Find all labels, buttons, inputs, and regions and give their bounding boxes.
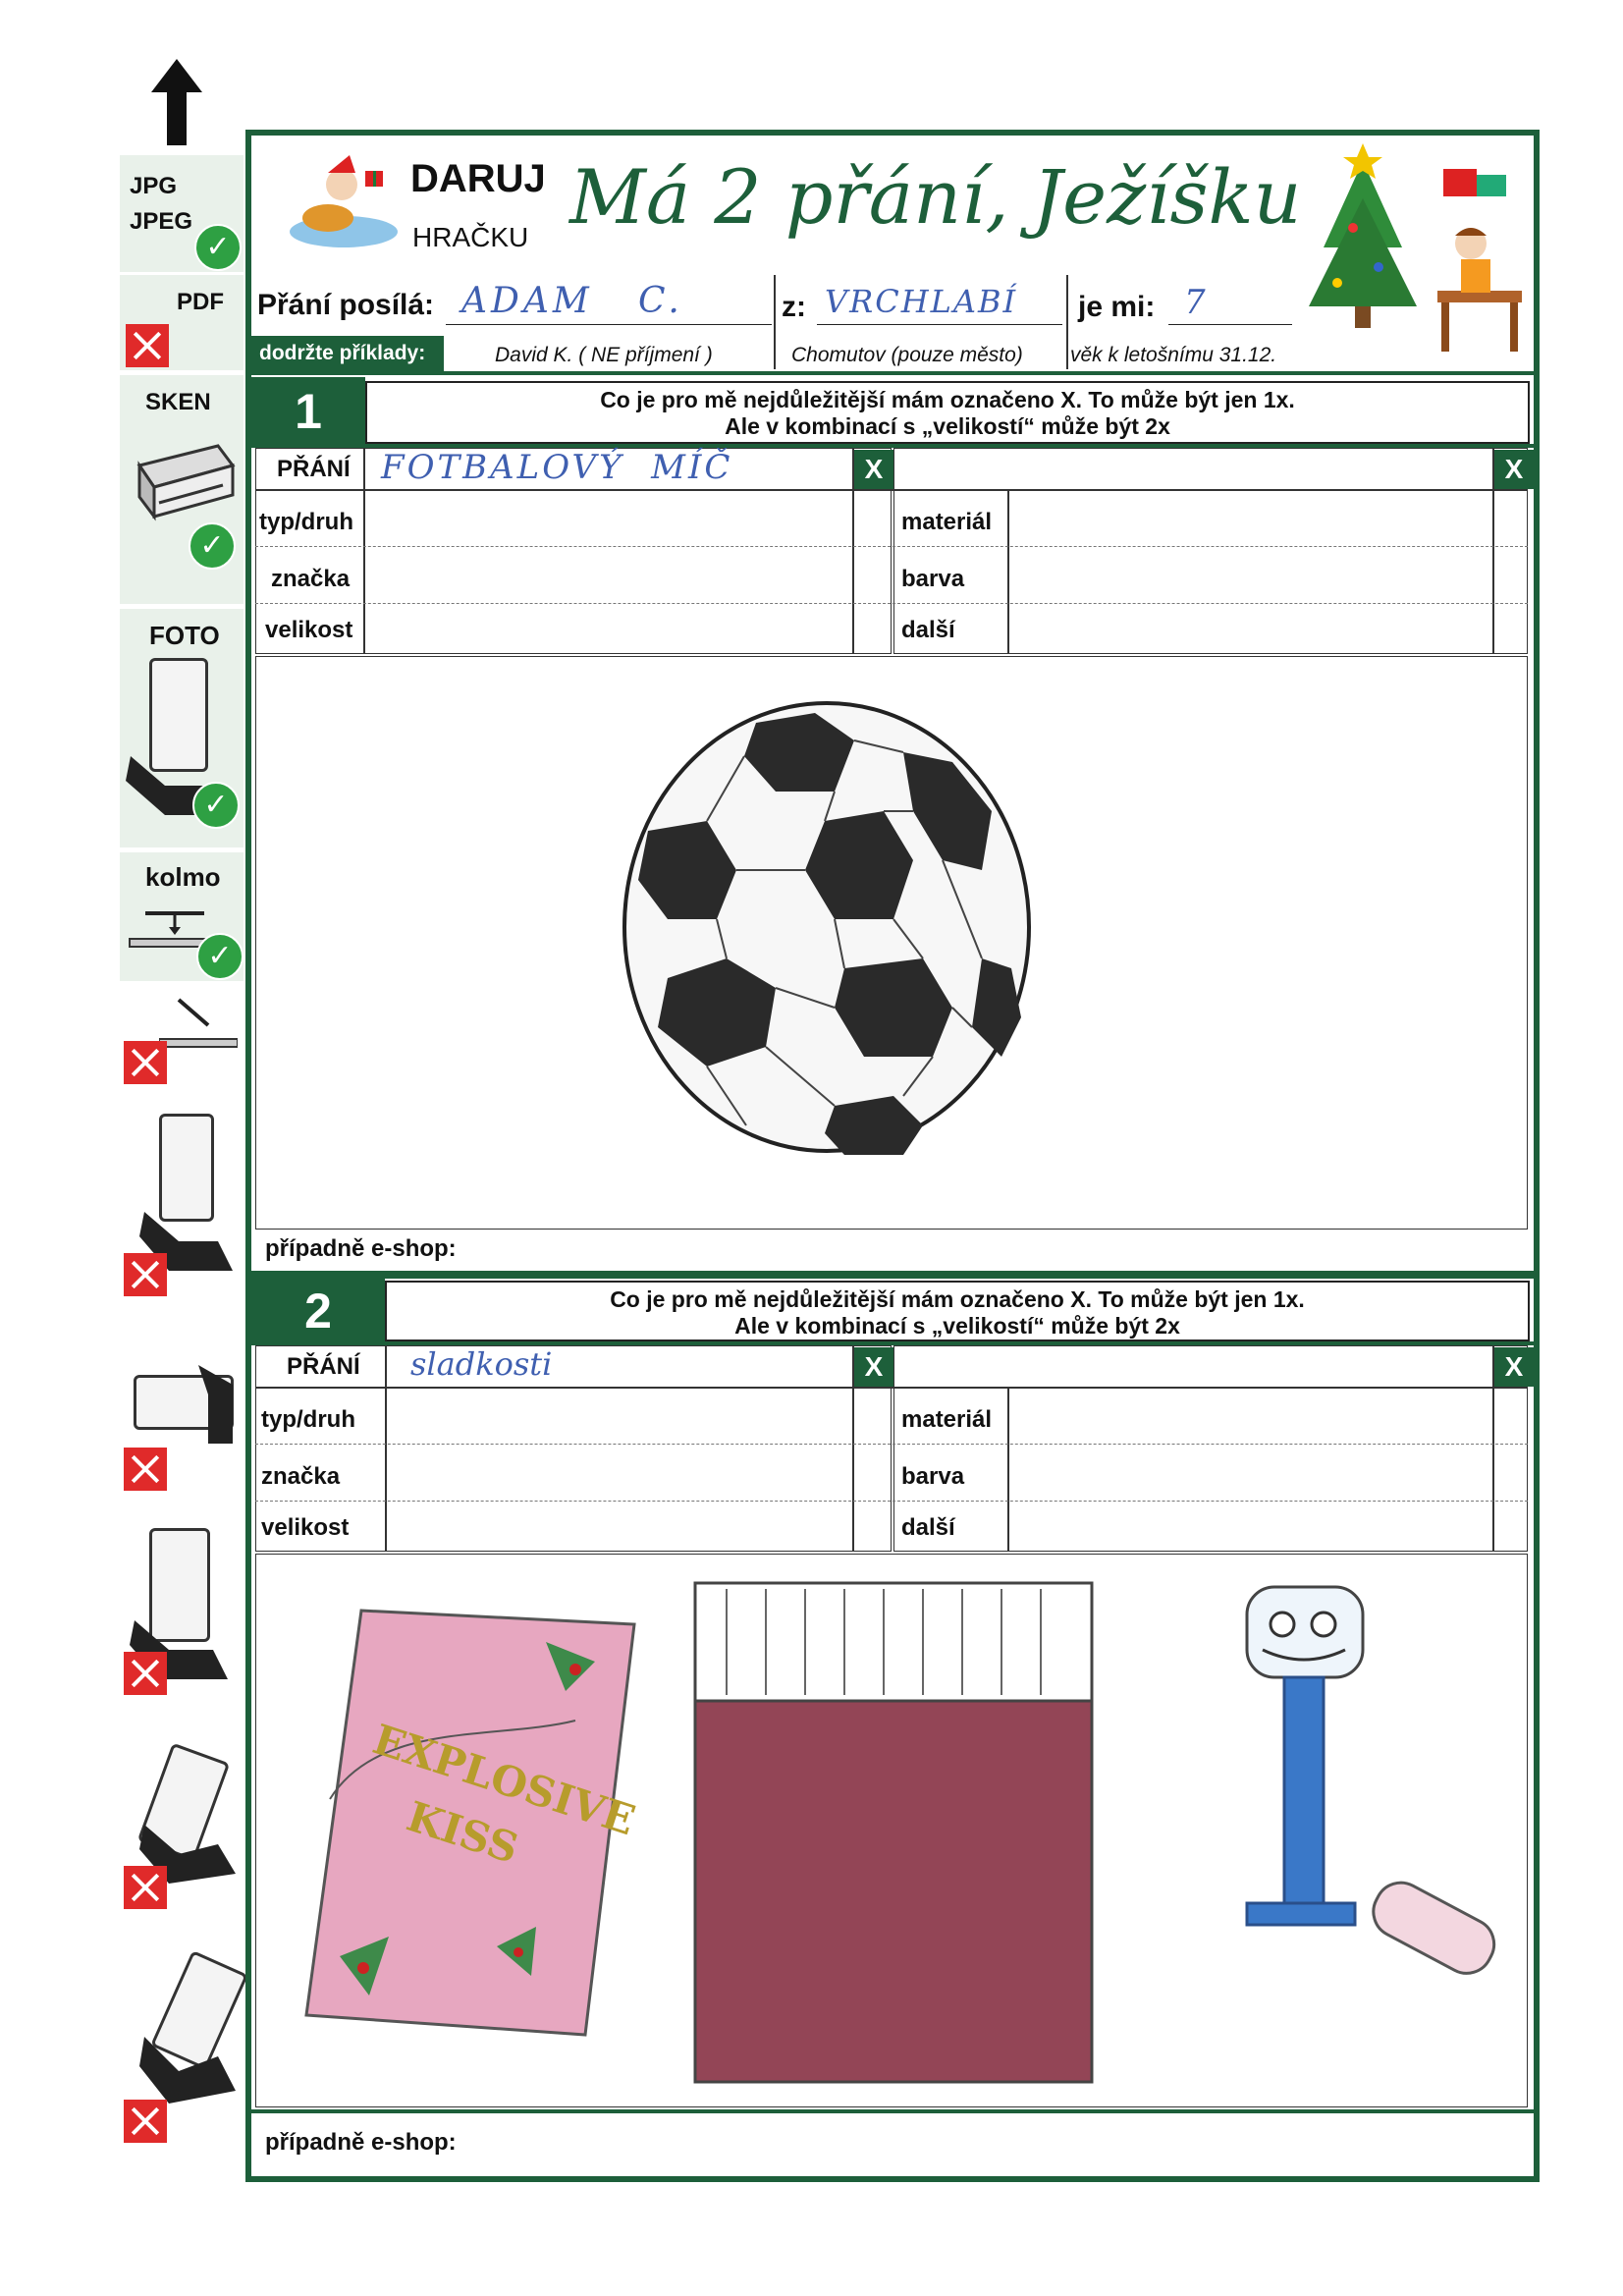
wish-1-number-box (251, 377, 365, 446)
wish-2-row-line (255, 1444, 1528, 1446)
wish-1-row-color: barva (901, 566, 965, 592)
logo-daruj-text: DARUJ (410, 157, 546, 200)
wish-1-instructions (365, 381, 1530, 444)
wish-2-right-col-divider (1007, 1387, 1009, 1552)
example-city: Chomutov (pouze město) (791, 344, 1023, 366)
example-age: věk k letošnímu 31.12. (1070, 344, 1277, 366)
page-title: Má 2 přání, Ježíšku (569, 153, 1302, 241)
wish-1-row-other: další (901, 617, 955, 643)
wish-1-instruction-line1: Co je pro mě nejdůležitější mám označeno X. To může být jen 1x. (600, 387, 1295, 412)
sidebar-jpg-label: JPG (130, 173, 178, 199)
cross-icon (124, 1866, 167, 1909)
wish-1-row-line (255, 603, 1528, 605)
sidebar-perpendicular-label: kolmo (145, 862, 221, 892)
wish-1-bottom-rule (251, 1271, 1534, 1279)
wish-1-eshop-label: případně e-shop: (265, 1235, 457, 1262)
sidebar-landscape-cell (120, 1345, 243, 1499)
wish-2-row-size: velikost (261, 1514, 350, 1541)
examples-label-box (251, 336, 444, 373)
logo-hracku-text: HRAČKU (412, 222, 529, 252)
wish-2-instruction-line1: Co je pro mě nejdůležitější mám označeno X. To může být jen 1x. (610, 1286, 1305, 1312)
wish-1-left-col-divider (363, 448, 365, 654)
sidebar-tilted-cell (120, 986, 243, 1092)
wish-2-row-line (255, 1387, 1528, 1389)
wish-2-right-table (893, 1345, 1528, 1552)
wish-1-row-line (255, 546, 1528, 548)
candy-package-text: EXPLOSIVE KISS (367, 1715, 641, 1874)
examples-label: dodržte příklady: (259, 342, 426, 364)
wish-2-row-material: materiál (901, 1406, 993, 1433)
sender-field[interactable] (446, 324, 772, 325)
wish-1-row-type: typ/druh (259, 509, 353, 535)
age-field[interactable] (1168, 324, 1292, 325)
tilted-phone-icon (159, 996, 238, 1060)
sidebar-glare-cell (120, 1094, 243, 1300)
candy-package-drawing (300, 1603, 644, 2059)
wish-2-eshop-label: případně e-shop: (265, 2129, 457, 2156)
header-bottom-rule (251, 371, 1534, 375)
sidebar-scan-label: SKEN (145, 389, 211, 415)
sidebar-jpeg-label: JPEG (130, 208, 193, 235)
sidebar-photo-label: FOTO (149, 621, 220, 650)
hand-icon (189, 1365, 238, 1449)
christmas-tree-illustration (1294, 139, 1526, 376)
sidebar-pdf-cell (120, 275, 243, 373)
sidebar-jpg-cell (120, 155, 243, 275)
sidebar-pdf-label: PDF (177, 289, 224, 315)
pez-dispenser-drawing (1233, 1579, 1508, 1996)
city-divider (1066, 275, 1068, 369)
scanner-icon (130, 426, 238, 529)
wish-2-row-other: další (901, 1514, 955, 1541)
wish-1-wish-value: FOTBALOVÝ MÍČ (381, 448, 733, 487)
cross-icon (124, 1041, 167, 1084)
wish-2-number-box (251, 1279, 385, 1341)
up-arrow-icon (149, 57, 204, 147)
cross-icon (124, 1253, 167, 1296)
check-icon: ✓ (192, 782, 240, 829)
logo-santa-icon (285, 153, 403, 256)
wish-1-instruction-line2: Ale v kombinací s „velikostí“ může být 2x (725, 413, 1170, 439)
cross-icon (124, 1652, 167, 1695)
age-value: 7 (1184, 283, 1206, 322)
cross-icon (124, 1448, 167, 1491)
wish-2-left-col-divider (385, 1345, 387, 1552)
sidebar-angled-cell (120, 1711, 243, 1917)
wish-2-row-type: typ/druh (261, 1406, 355, 1433)
wish-2-right-x-mark[interactable]: X (1494, 1347, 1534, 1387)
sender-value: ADAM C. (461, 281, 683, 321)
city-field[interactable] (817, 324, 1062, 325)
check-icon: ✓ (194, 224, 242, 271)
wish-2-eshop-rule (251, 2109, 1534, 2113)
age-label: je mi: (1078, 291, 1156, 323)
wish-2-row-color: barva (901, 1463, 965, 1490)
example-name: David K. ( NE příjmení ) (495, 344, 713, 366)
sender-label: Přání posílá: (257, 289, 435, 321)
wish-2-row-brand: značka (261, 1463, 341, 1490)
wish-1-row-brand: značka (271, 566, 351, 592)
wish-1-right-x-mark[interactable]: X (1494, 450, 1534, 489)
check-icon: ✓ (196, 933, 243, 980)
sidebar-rotated-cell (120, 1919, 243, 2180)
wish-1-row-material: materiál (901, 509, 993, 535)
wish-1-row-line (255, 489, 1528, 491)
wish-1-number: 1 (295, 384, 322, 439)
sender-divider (774, 275, 776, 369)
sidebar-perpendicular-cell (120, 852, 243, 984)
cross-icon (126, 324, 169, 367)
sidebar-photo-cell (120, 609, 243, 850)
sidebar-scan-cell (120, 375, 243, 607)
cross-icon (124, 2100, 167, 2143)
chocolate-box-drawing (687, 1579, 1100, 2095)
wish-2-row-line (255, 1501, 1528, 1503)
football-drawing (609, 693, 1051, 1170)
wish-1-wish-label: PŘÁNÍ (277, 456, 351, 482)
wish-2-wish-label: PŘÁNÍ (287, 1353, 360, 1380)
wish-1-x-mark[interactable]: X (854, 450, 893, 489)
check-icon: ✓ (189, 522, 236, 570)
wish-2-wish-value: sladkosti (410, 1345, 553, 1383)
wish-2-instruction-line2: Ale v kombinací s „velikostí“ může být 2x (734, 1313, 1180, 1339)
wish-1-right-table (893, 448, 1528, 654)
sidebar-closeup-cell (120, 1503, 243, 1709)
wish-2-x-mark[interactable]: X (854, 1347, 893, 1387)
wish-1-right-col-divider (1007, 489, 1009, 654)
wish-1-row-size: velikost (265, 617, 353, 643)
hand-icon (139, 2017, 238, 2110)
city-value: VRCHLABÍ (825, 283, 1018, 320)
city-label: z: (782, 291, 806, 323)
wish-2-instructions (385, 1281, 1530, 1341)
wish-2-number: 2 (304, 1284, 332, 1339)
